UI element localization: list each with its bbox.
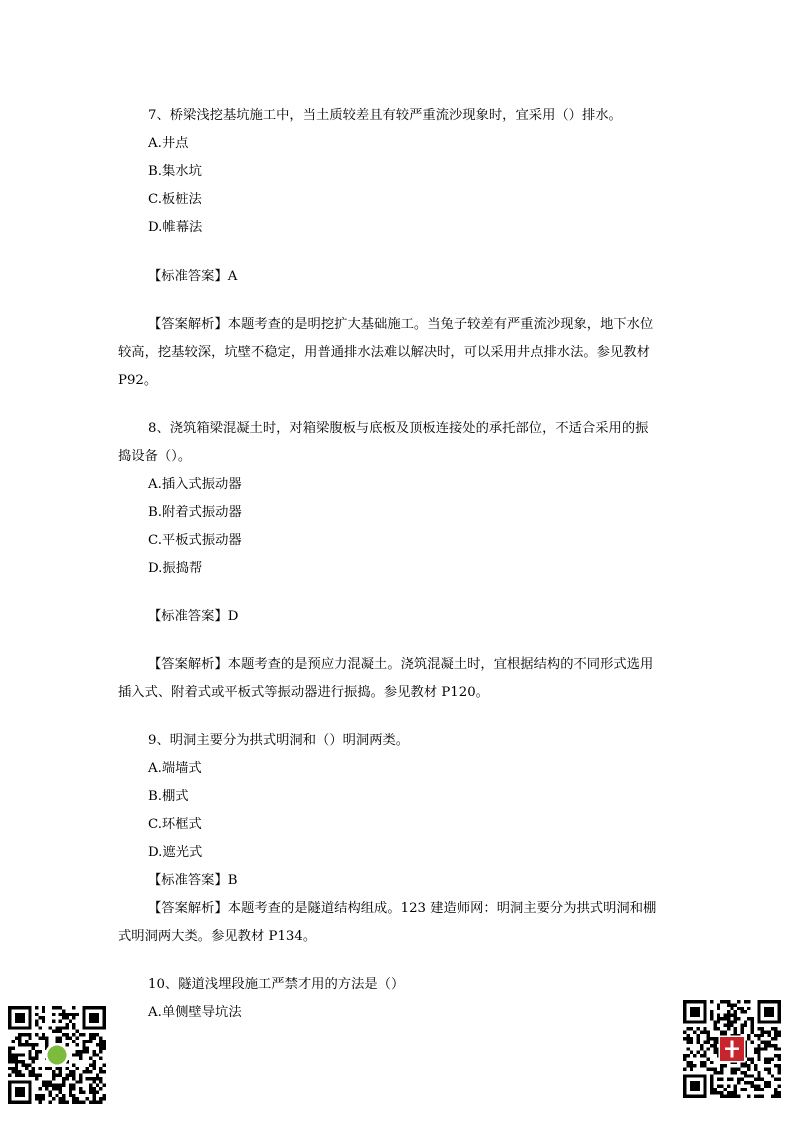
question-9-option-d: D.遮光式	[148, 845, 203, 860]
question-7-analysis-line2: 较高，挖基较深，坑壁不稳定，用普通排水法难以解决时，可以采用井点排水法。参见教材	[118, 345, 650, 360]
question-10-option-a: A.单侧壁导坑法	[148, 1005, 242, 1020]
qr-code-wechat-icon	[8, 1006, 106, 1104]
question-8-option-c: C.平板式振动器	[148, 533, 242, 548]
question-8-option-b: B.附着式振动器	[148, 505, 242, 520]
question-9-analysis-line1: 【答案解析】本题考查的是隧道结构组成。123 建造师网：明洞主要分为拱式明洞和棚	[148, 901, 657, 916]
question-8-analysis-line1: 【答案解析】本题考查的是预应力混凝土。浇筑混凝土时，宜根据结构的不同形式选用	[148, 657, 654, 672]
question-8-option-d: D.振捣帮	[148, 561, 203, 576]
question-10-stem: 10、隧道浅埋段施工严禁才用的方法是（）	[148, 977, 405, 992]
question-7-stem: 7、桥梁浅挖基坑施工中，当土质较差且有较严重流沙现象时，宜采用（）排水。	[148, 108, 622, 123]
question-7-option-a: A.井点	[148, 136, 189, 151]
qr-code-app-icon	[683, 1000, 781, 1098]
question-9-stem: 9、明洞主要分为拱式明洞和（）明洞两类。	[148, 733, 410, 748]
question-7-analysis-line3: P92。	[118, 373, 158, 388]
question-7-analysis-line1: 【答案解析】本题考查的是明挖扩大基础施工。当兔子较差有严重流沙现象，地下水位	[148, 317, 654, 332]
question-8-answer: 【标准答案】D	[148, 609, 239, 624]
question-7-option-c: C.板桩法	[148, 192, 202, 207]
question-7-answer: 【标准答案】A	[148, 269, 238, 284]
question-9-analysis-line2: 式明洞两大类。参见教材 P134。	[118, 929, 317, 944]
question-8-option-a: A.插入式振动器	[148, 477, 242, 492]
question-7-option-d: D.帷幕法	[148, 220, 203, 235]
question-9-answer: 【标准答案】B	[148, 873, 238, 888]
question-8-analysis-line2: 插入式、附着式或平板式等振动器进行振捣。参见教材 P120。	[118, 685, 489, 700]
question-9-option-b: B.棚式	[148, 789, 189, 804]
question-8-stem-line1: 8、浇筑箱梁混凝土时，对箱梁腹板与底板及顶板连接处的承托部位，不适合采用的振	[148, 421, 649, 436]
question-9-option-c: C.环框式	[148, 817, 202, 832]
question-9-option-a: A.端墙式	[148, 761, 202, 776]
question-7-option-b: B.集水坑	[148, 164, 202, 179]
question-8-stem-line2: 捣设备（）。	[118, 449, 192, 464]
